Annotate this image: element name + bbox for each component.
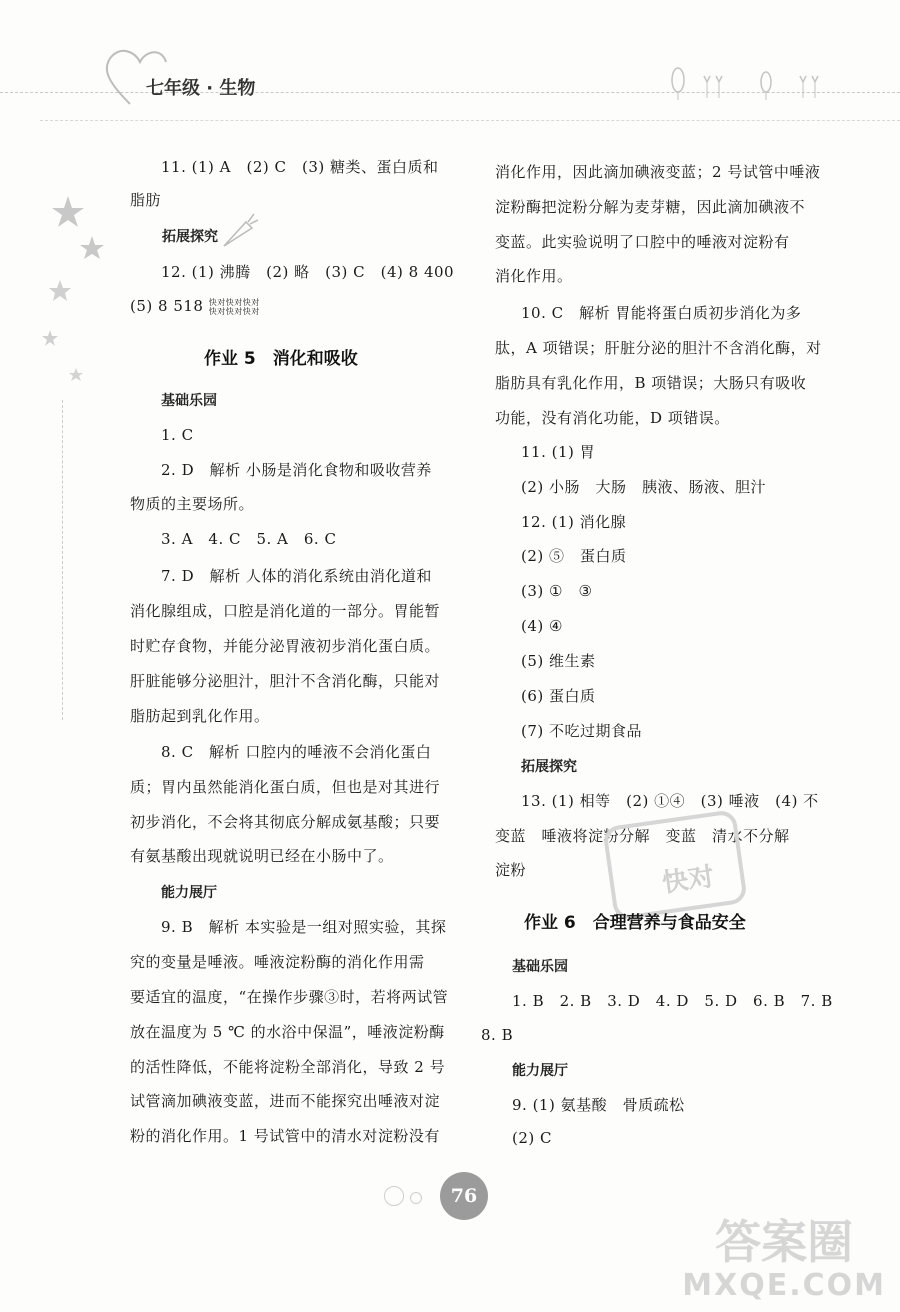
stamp-line-2: 快对快对快对 — [208, 307, 260, 316]
tulip-decoration-icon — [660, 62, 840, 102]
grade-subject-title: 七年级 · 生物 — [146, 78, 256, 99]
footer-dot-decoration — [410, 1192, 422, 1204]
answer-12-r-2: (2) ⑤ 蛋白质 — [521, 547, 627, 565]
answer-12-r-6: (6) 蛋白质 — [521, 687, 596, 705]
section-extension: 拓展探究 — [162, 229, 218, 245]
answer-2: 2. D 解析 小肠是消化食物和吸收营养 — [161, 461, 432, 479]
answer-9-cont-5: 试管滴加碘液变蓝，进而不能探究出唾液对淀 — [130, 1092, 441, 1110]
stamp-watermark — [600, 810, 750, 920]
answer-9-cont-3: 放在温度为 5 ℃ 的水浴中保温”，唾液淀粉酶 — [130, 1023, 445, 1041]
watermark-line-2: MXQE.COM — [682, 1268, 886, 1303]
answer-12-r: 12. (1) 消化腺 — [521, 513, 627, 531]
answer-7-cont-4: 脂肪起到乳化作用。 — [130, 707, 270, 725]
answer-8-cont-2: 初步消化，不会将其彻底分解成氨基酸；只要 — [130, 813, 441, 831]
site-watermark — [682, 1215, 886, 1308]
answer-13-cont-1: 变蓝 唾液将淀粉分解 变蓝 清水不分解 — [495, 827, 790, 845]
answer-2-cont: 物质的主要场所。 — [130, 495, 255, 513]
watermark-line-1: 答案圈 — [715, 1215, 854, 1269]
answer-1-7: 1. B 2. B 3. D 4. D 5. D 6. B 7. B — [512, 992, 833, 1010]
left-margin-line — [62, 400, 63, 720]
answer-10: 10. C 解析 胃能将蛋白质初步消化为多 — [521, 304, 802, 322]
answer-9-cont-4: 的活性降低，不能将淀粉全部消化，导致 2 号 — [130, 1058, 446, 1076]
answer-12-r-5: (5) 维生素 — [521, 652, 596, 670]
section-basics: 基础乐园 — [161, 393, 217, 409]
answer-7-cont-1: 消化腺组成，口腔是消化道的一部分。胃能暂 — [130, 602, 441, 620]
answer-11: 11. (1) A (2) C (3) 糖类、蛋白质和 — [161, 158, 439, 176]
answer-11-r-2: (2) 小肠 大肠 胰液、肠液、胆汁 — [521, 478, 767, 496]
answer-7: 7. D 解析 人体的消化系统由消化道和 — [161, 567, 432, 585]
section-extension-2: 拓展探究 — [521, 759, 577, 775]
stamp-line-1: 快对快对快对 — [208, 298, 260, 307]
star-decoration-icon — [40, 190, 110, 390]
answer-12-r-4: (4) ④ — [521, 617, 563, 635]
stamp-label: 快对 — [660, 861, 717, 899]
answer-9-cont-10: 消化作用。 — [495, 267, 573, 285]
answer-9-cont-6: 粉的消化作用。1 号试管中的清水对淀粉没有 — [130, 1127, 440, 1145]
section-ability-2: 能力展厅 — [512, 1063, 568, 1079]
stamp-text — [209, 298, 260, 316]
homework-5-title: 作业 5 消化和吸收 — [204, 349, 358, 369]
answer-9: 9. B 解析 本实验是一组对照实验，其探 — [161, 918, 447, 936]
answer-11-r: 11. (1) 胃 — [521, 443, 596, 461]
answer-9-cont-9: 变蓝。此实验说明了口腔中的唾液对淀粉有 — [495, 233, 790, 251]
answer-12-r-3: (3) ① ③ — [521, 582, 593, 600]
answer-9-cont-7: 消化作用，因此滴加碘液变蓝；2 号试管中唾液 — [495, 163, 821, 181]
answer-9-cont-2: 要适宜的温度，“在操作步骤③时，若将两试管 — [130, 988, 449, 1006]
answer-1: 1. C — [161, 426, 194, 444]
page-number: 76 — [440, 1172, 488, 1220]
section-basics-2: 基础乐园 — [512, 959, 568, 975]
answer-9-r: 9. (1) 氨基酸 骨质疏松 — [512, 1096, 685, 1114]
footer-circle-decoration — [384, 1186, 404, 1206]
answer-10-cont-2: 脂肪具有乳化作用，B 项错误；大肠只有吸收 — [495, 374, 807, 392]
answer-13-cont-2: 淀粉 — [495, 861, 527, 879]
answer-12: 12. (1) 沸腾 (2) 略 (3) C (4) 8 400 — [161, 263, 455, 281]
answer-3-6: 3. A 4. C 5. A 6. C — [161, 530, 337, 548]
answer-12-cont — [130, 296, 260, 316]
answer-10-cont-3: 功能，没有消化功能，D 项错误。 — [495, 409, 730, 427]
header-dashed-line-2 — [40, 120, 900, 121]
answer-8-cont-3: 有氨基酸出现就说明已经在小肠中了。 — [130, 847, 394, 865]
answer-10-cont-1: 肽，A 项错误；肝脏分泌的胆汁不含消化酶，对 — [495, 339, 822, 357]
answer-13: 13. (1) 相等 (2) ①④ (3) 唾液 (4) 不 — [521, 792, 819, 810]
answer-8: 8. C 解析 口腔内的唾液不会消化蛋白 — [161, 743, 432, 761]
answer-9-r-2: (2) C — [512, 1129, 552, 1147]
homework-6-title: 作业 6 合理营养与食品安全 — [524, 913, 746, 933]
section-ability: 能力展厅 — [161, 885, 217, 901]
answer-12-r-7: (7) 不吃过期食品 — [521, 722, 643, 740]
answer-8-cont-1: 质；胃内虽然能消化蛋白质，但也是对其进行 — [130, 778, 441, 796]
answer-12-part5: (5) 8 518 — [130, 297, 204, 315]
answer-7-cont-2: 时贮存食物，并能分泌胃液初步消化蛋白质。 — [130, 637, 441, 655]
answer-9-cont-1: 究的变量是唾液。唾液淀粉酶的消化作用需 — [130, 953, 425, 971]
answer-9-cont-8: 淀粉酶把淀粉分解为麦芽糖，因此滴加碘液不 — [495, 198, 806, 216]
answer-7-cont-3: 肝脏能够分泌胆汁，胆汁不含消化酶，只能对 — [130, 672, 441, 690]
carrot-icon — [216, 208, 262, 254]
answer-8-r: 8. B — [481, 1026, 514, 1044]
answer-11-cont: 脂肪 — [130, 191, 162, 209]
